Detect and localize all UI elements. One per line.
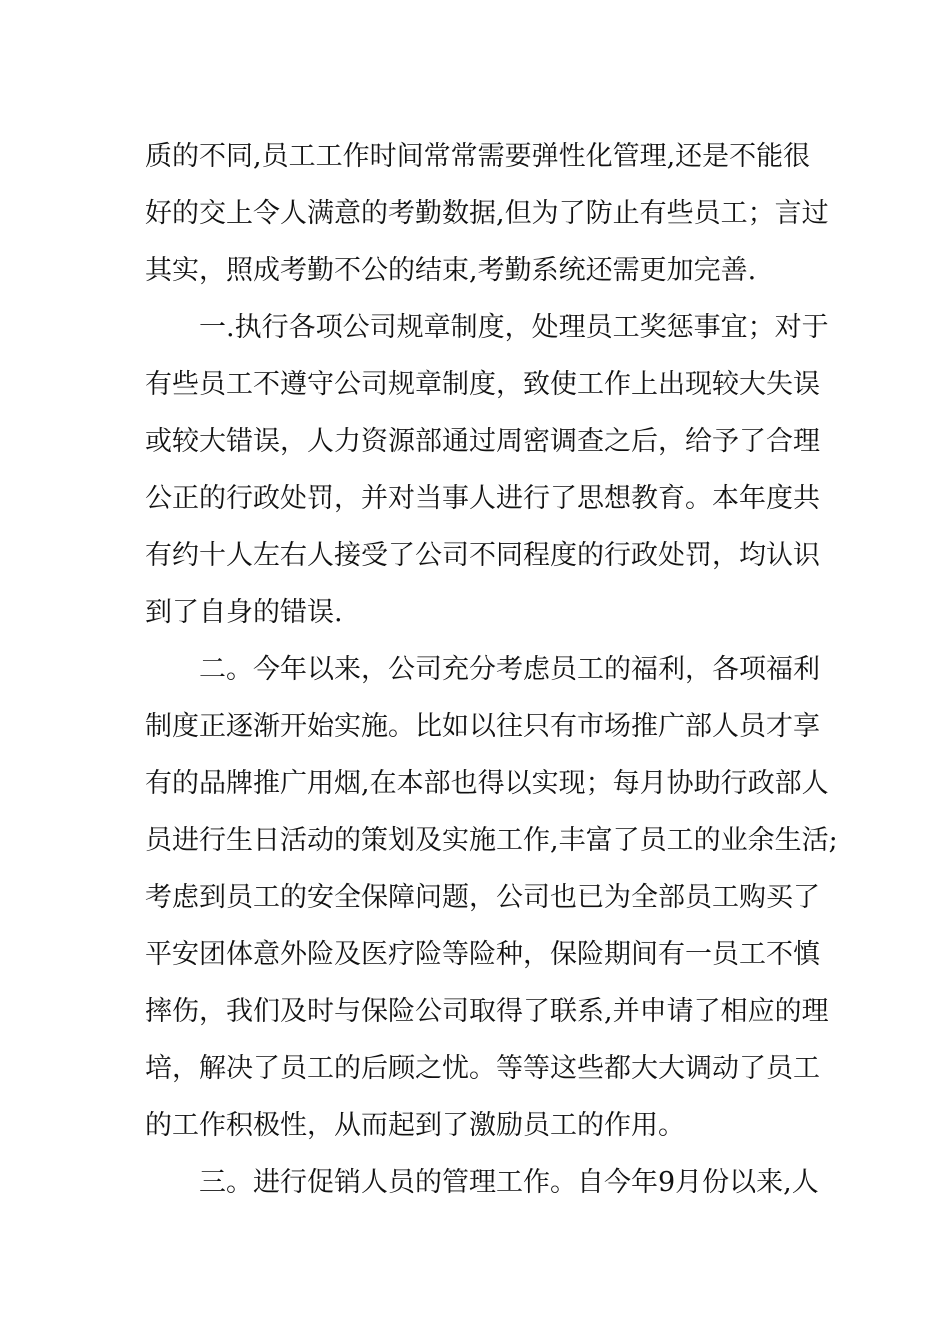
text-line: 公正的行政处罚，并对当事人进行了思想教育。本年度共: [145, 483, 820, 514]
text-line: 摔伤，我们及时与保险公司取得了联系,并申请了相应的理: [145, 996, 829, 1027]
text-line: 培，解决了员工的后顾之忧。等等这些都大大调动了员工: [145, 1053, 820, 1084]
text-line: 考虑到员工的安全保障问题，公司也已为全部员工购买了: [145, 882, 820, 913]
text-line: 员进行生日活动的策划及实施工作,丰富了员工的业余生活;: [145, 825, 838, 856]
paragraph: [145, 299, 829, 641]
text-line: 一.执行各项公司规章制度，处理员工奖惩事宜；对于: [199, 312, 829, 343]
text-line: 到了自身的错误.: [145, 597, 343, 628]
text-line: 的工作积极性，从而起到了激励员工的作用。: [145, 1110, 685, 1141]
text-line: 三。进行促销人员的管理工作。自今年9月份以来,人: [199, 1167, 819, 1198]
text-line: 质的不同,员工工作时间常常需要弹性化管理,还是不能很: [145, 141, 811, 172]
text-line: 有约十人左右人接受了公司不同程度的行政处罚，均认识: [145, 540, 820, 571]
document-body: [145, 128, 838, 1211]
text-line: 制度正逐渐开始实施。比如以往只有市场推广部人员才享: [145, 711, 820, 742]
text-line: 二。今年以来，公司充分考虑员工的福利，各项福利: [199, 654, 820, 685]
paragraph: [145, 641, 838, 1154]
paragraph: [145, 128, 829, 299]
text-line: 有的品牌推广用烟,在本部也得以实现；每月协助行政部人: [145, 768, 829, 799]
text-line: 有些员工不遵守公司规章制度，致使工作上出现较大失误: [145, 369, 820, 400]
text-line: 平安团体意外险及医疗险等险种，保险期间有一员工不慎: [145, 939, 820, 970]
text-line: 其实，照成考勤不公的结束,考勤系统还需更加完善.: [145, 255, 757, 286]
text-line: 好的交上令人满意的考勤数据,但为了防止有些员工；言过: [145, 198, 829, 229]
paragraph: [145, 1154, 819, 1211]
text-line: 或较大错误，人力资源部通过周密调查之后，给予了合理: [145, 426, 820, 457]
